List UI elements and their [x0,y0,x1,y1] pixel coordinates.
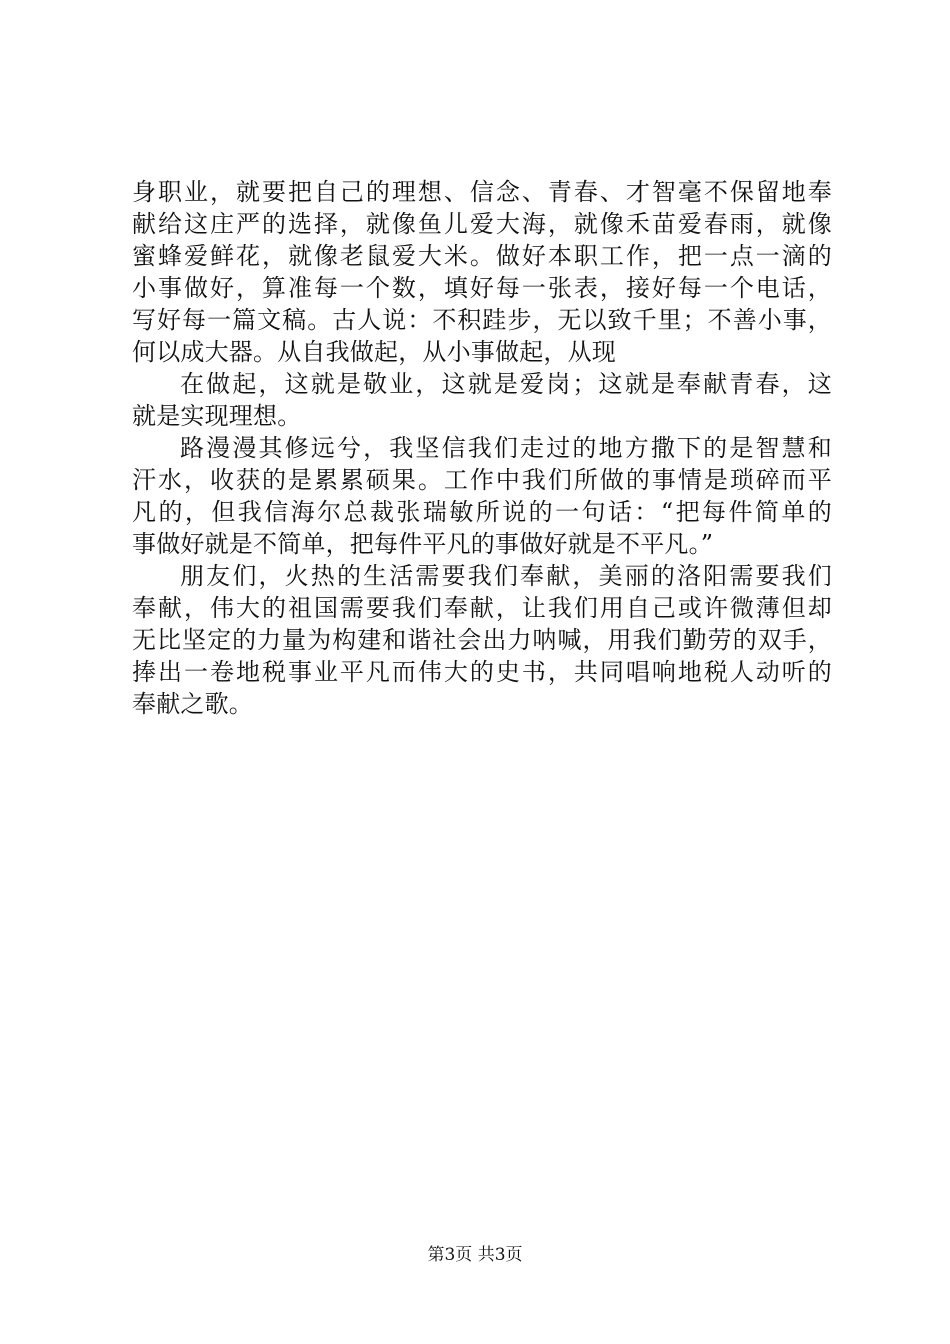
text-line: 小事做好，算准每一个数，填好每一张表，接好每一个电话， [132,274,832,302]
text-line: 奉献，伟大的祖国需要我们奉献，让我们用自己或许微薄但却 [132,594,832,622]
text-line: 蜜蜂爱鲜花，就像老鼠爱大米。做好本职工作，把一点一滴的 [132,242,832,270]
text-line: 朋友们，火热的生活需要我们奉献，美丽的洛阳需要我们 [180,562,832,590]
text-line: 路漫漫其修远兮，我坚信我们走过的地方撒下的是智慧和 [180,434,832,462]
text-line: 献给这庄严的选择，就像鱼儿爱大海，就像禾苗爱春雨，就像 [132,210,832,238]
text-line: 凡的，但我信海尔总裁张瑞敏所说的一句话：“把每件简单的 [132,498,832,526]
document-body [132,176,832,720]
text-line: 事做好就是不简单，把每件平凡的事做好就是不平凡。” [132,530,714,558]
text-line: 身职业，就要把自己的理想、信念、青春、才智毫不保留地奉 [132,178,832,206]
text-line: 汗水，收获的是累累硕果。工作中我们所做的事情是琐碎而平 [132,466,832,494]
text-line: 就是实现理想。 [132,402,302,430]
text-line: 捧出一卷地税事业平凡而伟大的史书，共同唱响地税人动听的 [132,658,832,686]
text-line: 在做起，这就是敬业，这就是爱岗；这就是奉献青春，这 [180,370,832,398]
text-line: 何以成大器。从自我做起，从小事做起，从现 [132,338,616,366]
text-line: 奉献之歌。 [132,690,253,718]
page-number: 第3页 共3页 [427,1245,523,1265]
text-line: 写好每一篇文稿。古人说：不积跬步，无以致千里；不善小事， [132,306,832,334]
page-footer [0,1244,950,1266]
text-line: 无比坚定的力量为构建和谐社会出力呐喊，用我们勤劳的双手， [132,626,832,654]
